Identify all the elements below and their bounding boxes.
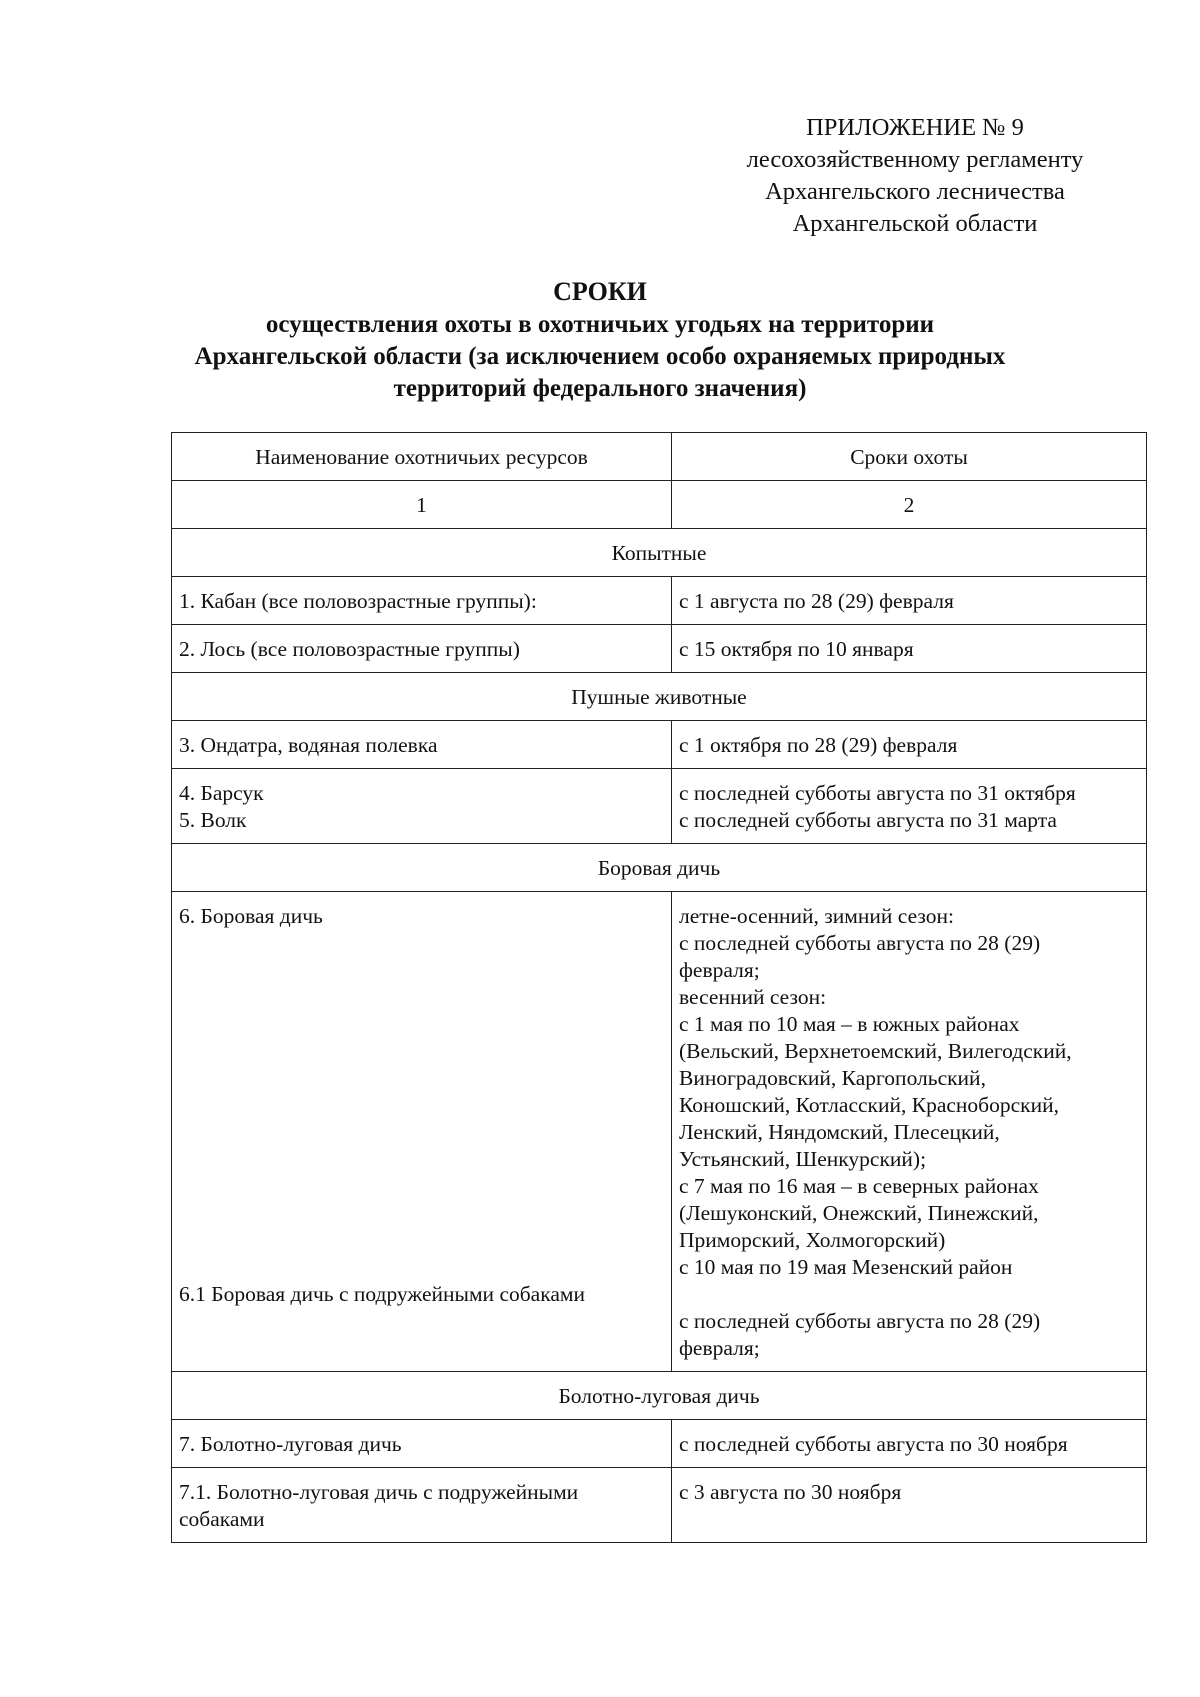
resource-name-cell <box>172 769 672 844</box>
hunting-term-line: с последней субботы августа по 31 марта <box>679 808 1057 832</box>
resource-name-line: 7.1. Болотно-луговая дичь с подружейными <box>179 1480 579 1504</box>
resource-name-line: 7. Болотно-луговая дичь <box>179 1432 402 1456</box>
resource-name-cell <box>172 721 672 769</box>
resource-name-line: 6.1 Боровая дичь с подружейными собаками <box>179 1282 585 1306</box>
table-row <box>172 892 1147 1372</box>
hunting-term-line: с последней субботы августа по 31 октября <box>679 781 1076 805</box>
hunting-term-cell <box>672 769 1147 844</box>
category-label: Копытные <box>172 529 1147 577</box>
header-cell-terms: Сроки охоты <box>672 433 1147 481</box>
hunting-term-line: Устьянский, Шенкурский); <box>679 1147 927 1171</box>
category-row <box>172 529 1147 577</box>
resource-name-line: собаками <box>179 1507 265 1531</box>
spacer-line <box>179 1146 664 1173</box>
hunting-term-line: Приморский, Холмогорский) <box>679 1228 946 1252</box>
category-row <box>172 1372 1147 1420</box>
title-line-3: территорий федерального значения) <box>393 375 807 402</box>
appendix-block <box>690 112 1140 240</box>
category-label: Пушные животные <box>172 673 1147 721</box>
table-row <box>172 1468 1147 1543</box>
spacer-line <box>179 1173 664 1200</box>
spacer-line <box>179 1038 664 1065</box>
hunting-term-line: февраля; <box>679 958 760 982</box>
title-line-1: осуществления охоты в охотничьих угодьях на территории <box>265 311 935 338</box>
hunting-term-line: весенний сезон: <box>679 985 827 1009</box>
resource-name-cell <box>172 1468 672 1543</box>
appendix-number: ПРИЛОЖЕНИЕ № 9 <box>806 114 1024 141</box>
table-row <box>172 577 1147 625</box>
hunting-term-line: летне-осенний, зимний сезон: <box>679 904 954 928</box>
table-row <box>172 625 1147 673</box>
hunting-term-line: с 15 октября по 10 января <box>679 637 914 661</box>
hunting-term-line: с 1 мая по 10 мая – в южных районах <box>679 1012 1020 1036</box>
hunting-term-cell <box>672 1420 1147 1468</box>
spacer-line <box>179 1227 664 1254</box>
hunting-term-line: Ленский, Няндомский, Плесецкий, <box>679 1120 1000 1144</box>
hunting-term-line: с последней субботы августа по 30 ноября <box>679 1432 1068 1456</box>
resource-name-line: 5. Волк <box>179 808 247 832</box>
spacer-line <box>179 1092 664 1119</box>
hunting-term-cell <box>672 721 1147 769</box>
hunting-term-line: с 1 октября по 28 (29) февраля <box>679 733 958 757</box>
spacer-line <box>679 1281 1139 1308</box>
column-number-1: 1 <box>172 481 672 529</box>
resource-name-line: 2. Лось (все половозрастные группы) <box>179 637 520 661</box>
resource-name-cell <box>172 892 672 1372</box>
hunting-term-line: с 10 мая по 19 мая Мезенский район <box>679 1255 1013 1279</box>
spacer-line <box>179 957 664 984</box>
column-number-2: 2 <box>672 481 1147 529</box>
spacer-line <box>179 1011 664 1038</box>
table-row <box>172 1420 1147 1468</box>
title-line-2: Архангельской области (за исключением особо охраняемых природных <box>194 343 1006 370</box>
hunting-term-line: (Вельский, Верхнетоемский, Вилегодский, <box>679 1039 1072 1063</box>
resource-name-line: 4. Барсук <box>179 781 264 805</box>
table-row <box>172 769 1147 844</box>
resource-name-cell <box>172 1420 672 1468</box>
hunting-term-cell <box>672 892 1147 1372</box>
document-title <box>60 275 1140 405</box>
column-number-row <box>172 481 1147 529</box>
hunting-term-line: Коношский, Котласский, Красноборский, <box>679 1093 1059 1117</box>
category-row <box>172 673 1147 721</box>
spacer-line <box>179 930 664 957</box>
category-label: Болотно-луговая дичь <box>172 1372 1147 1420</box>
resource-name-line: 3. Ондатра, водяная полевка <box>179 733 438 757</box>
hunting-term-line: с последней субботы августа по 28 (29) <box>679 1309 1041 1333</box>
resource-name-cell <box>172 625 672 673</box>
hunting-terms-table <box>171 432 1147 1543</box>
spacer-line <box>179 1200 664 1227</box>
hunting-term-line: Виноградовский, Каргопольский, <box>679 1066 986 1090</box>
hunting-term-line: с 3 августа по 30 ноября <box>679 1480 902 1504</box>
hunting-term-cell <box>672 625 1147 673</box>
hunting-term-cell <box>672 577 1147 625</box>
spacer-line <box>179 1119 664 1146</box>
resource-name-line: 1. Кабан (все половозрастные группы): <box>179 589 537 613</box>
appendix-line-region: Архангельской области <box>792 210 1038 237</box>
spacer-line <box>179 1254 664 1281</box>
category-row <box>172 844 1147 892</box>
resource-name-line: 6. Боровая дичь <box>179 904 323 928</box>
hunting-term-line: с 1 августа по 28 (29) февраля <box>679 589 954 613</box>
appendix-line-regulation: лесохозяйственному регламенту <box>746 146 1084 173</box>
hunting-term-line: с последней субботы августа по 28 (29) <box>679 931 1041 955</box>
table-row <box>172 721 1147 769</box>
hunting-term-line: с 7 мая по 16 мая – в северных районах <box>679 1174 1039 1198</box>
appendix-line-forestry: Архангельского лесничества <box>765 178 1065 205</box>
resource-name-cell <box>172 577 672 625</box>
category-label: Боровая дичь <box>172 844 1147 892</box>
hunting-term-line: (Лешуконский, Онежский, Пинежский, <box>679 1201 1039 1225</box>
hunting-term-line: февраля; <box>679 1336 760 1360</box>
spacer-line <box>179 1065 664 1092</box>
title-main: СРОКИ <box>553 277 647 306</box>
header-cell-resources: Наименование охотничьих ресурсов <box>172 433 672 481</box>
header-row <box>172 433 1147 481</box>
hunting-term-cell <box>672 1468 1147 1543</box>
spacer-line <box>179 984 664 1011</box>
